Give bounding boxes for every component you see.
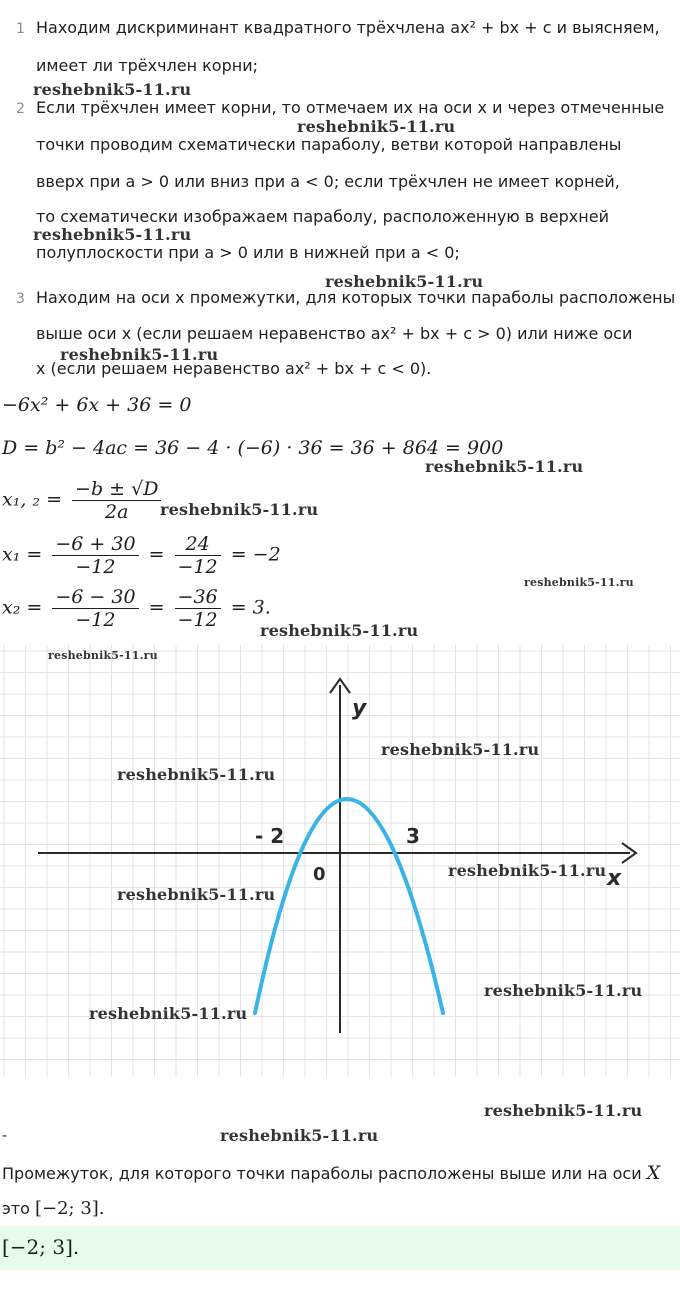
watermark: reshebnik5-11.ru xyxy=(260,621,419,640)
fraction xyxy=(52,586,138,631)
origin-label: 0 xyxy=(313,864,326,885)
watermark: reshebnik5-11.ru xyxy=(117,765,276,784)
conclusion-text: Промежуток, для которого точки параболы расположены выше или на оси xyxy=(2,1164,642,1183)
denominator: −12 xyxy=(75,609,116,631)
dash-mark: - xyxy=(2,1128,8,1144)
watermark: reshebnik5-11.ru xyxy=(33,225,192,244)
step-line: x (если решаем неравенство ax² + bx + c < 0). xyxy=(36,359,432,378)
equation-x1 xyxy=(2,533,281,578)
numerator: −36 xyxy=(175,586,221,609)
watermark: reshebnik5-11.ru xyxy=(33,80,192,99)
watermark: reshebnik5-11.ru xyxy=(89,1004,248,1023)
equals: = xyxy=(148,596,165,619)
fraction xyxy=(175,533,221,578)
fraction xyxy=(72,478,161,523)
watermark: reshebnik5-11.ru xyxy=(60,345,219,364)
watermark: reshebnik5-11.ru xyxy=(524,576,634,589)
equals: = xyxy=(148,543,165,566)
equation-1: −6x² + 6x + 36 = 0 xyxy=(2,394,192,416)
step-line: вверх при a > 0 или вниз при a < 0; если трёхчлен не имеет корней, xyxy=(36,172,620,191)
interval: [−2; 3]. xyxy=(34,1198,105,1219)
answer-box xyxy=(0,1226,680,1270)
step-line: Если трёхчлен имеет корни, то отмечаем их на оси x и через отмеченные xyxy=(36,98,665,117)
denominator: 2a xyxy=(105,501,129,523)
fraction xyxy=(52,533,138,578)
formula-left: x₁, ₂ = xyxy=(2,488,62,511)
x-axis-label: x xyxy=(607,866,622,891)
formula-left: x₂ = xyxy=(2,596,43,619)
conclusion-line-2 xyxy=(2,1198,105,1219)
denominator: −12 xyxy=(177,556,218,578)
numerator: −6 + 30 xyxy=(52,533,138,556)
numerator: −b ± √D xyxy=(72,478,161,501)
denominator: −12 xyxy=(177,609,218,631)
watermark: reshebnik5-11.ru xyxy=(220,1126,379,1145)
equation-x2 xyxy=(2,586,271,631)
step-line: точки проводим схематически параболу, ветви которой направлены xyxy=(36,135,622,154)
formula-left: x₁ = xyxy=(2,543,43,566)
numerator: −6 − 30 xyxy=(52,586,138,609)
step-line: Находим на оси x промежутки, для которых точки параболы расположены xyxy=(36,288,676,307)
watermark: reshebnik5-11.ru xyxy=(325,272,484,291)
step-line: то схематически изображаем параболу, расположенную в верхней xyxy=(36,207,609,226)
step-line: полуплоскости при a > 0 или в нижней при a < 0; xyxy=(36,243,460,262)
root-left-label: - 2 xyxy=(255,824,285,848)
equation-roots-formula xyxy=(2,478,165,523)
watermark: reshebnik5-11.ru xyxy=(484,981,643,1000)
watermark: reshebnik5-11.ru xyxy=(48,649,158,662)
step-line: Находим дискриминант квадратного трёхчлена ax² + bx + c и выясняем, xyxy=(36,18,660,37)
step-number: 1 xyxy=(16,21,25,37)
y-axis-label: y xyxy=(352,696,367,721)
denominator: −12 xyxy=(75,556,116,578)
formula-right: = 3. xyxy=(230,596,271,619)
formula-right: = −2 xyxy=(230,543,281,566)
watermark: reshebnik5-11.ru xyxy=(297,117,456,136)
watermark: reshebnik5-11.ru xyxy=(484,1101,643,1120)
step-number: 3 xyxy=(16,291,25,307)
conclusion-line-1 xyxy=(2,1162,660,1184)
numerator: 24 xyxy=(175,533,221,556)
fraction xyxy=(175,586,221,631)
step-line: выше оси x (если решаем неравенство ax² + bx + c > 0) или ниже оси xyxy=(36,324,633,343)
watermark: reshebnik5-11.ru xyxy=(425,457,584,476)
watermark: reshebnik5-11.ru xyxy=(117,885,276,904)
step-line: имеет ли трёхчлен корни; xyxy=(36,56,258,75)
axis-variable: X xyxy=(646,1162,661,1184)
root-right-label: 3 xyxy=(406,824,420,848)
answer-text: [−2; 3]. xyxy=(2,1235,80,1259)
watermark: reshebnik5-11.ru xyxy=(160,500,319,519)
conclusion-prefix: это xyxy=(2,1199,30,1218)
equation-discriminant: D = b² − 4ac = 36 − 4 · (−6) · 36 = 36 + 864 = 900 xyxy=(2,437,504,459)
watermark: reshebnik5-11.ru xyxy=(448,861,607,880)
watermark: reshebnik5-11.ru xyxy=(381,740,540,759)
step-number: 2 xyxy=(16,101,25,117)
